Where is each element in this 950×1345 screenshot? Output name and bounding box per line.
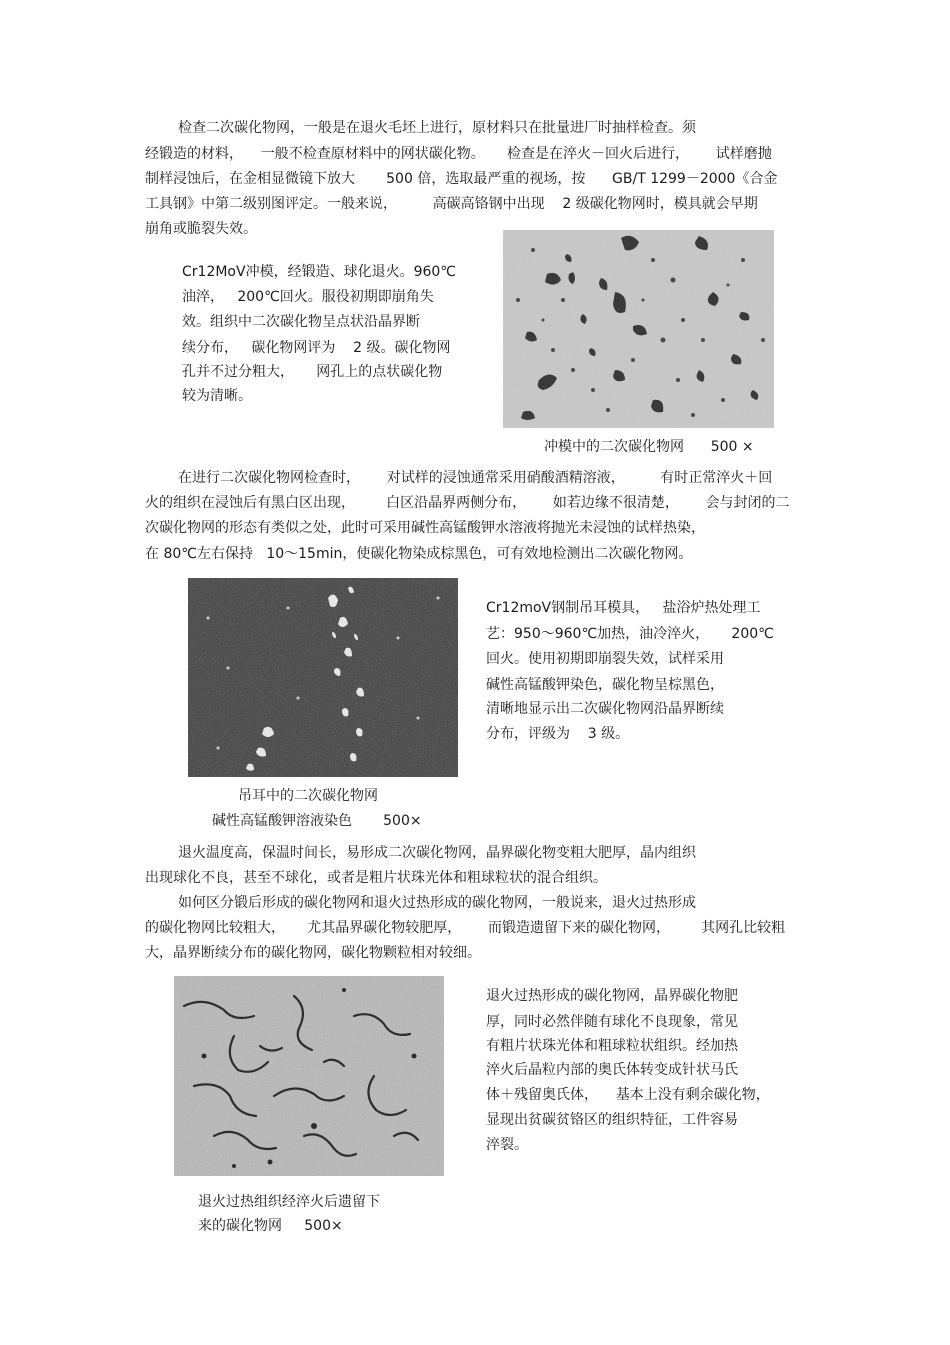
paragraph-line: 在进行二次碳化物网检查时， 对试样的浸蚀通常采用硝酸酒精溶液， 有时正常淬火＋回 (178, 470, 773, 486)
paragraph-line: 崩角或脆裂失效。 (145, 221, 257, 237)
figure-description-line: 体＋残留奥氏体， 基本上没有剩余碳化物， (486, 1087, 770, 1103)
paragraph-line: 的碳化物网比较粗大， 尤其晶界碳化物较肥厚， 而锻造遗留下来的碳化物网， 其网孔比较粗 (145, 920, 786, 936)
figure-description-line: Cr12moV钢制吊耳模具， 盐浴炉热处理工 (486, 600, 761, 616)
micrograph-lifting-lug (188, 578, 458, 777)
paragraph-line: 出现球化不良，甚至不球化，或者是粗片状珠光体和粗球粒状的混合组织。 (145, 870, 607, 886)
figure2-caption-line: 碱性高锰酸钾溶液染色 500× (212, 813, 422, 829)
figure-description-line: 孔并不过分粗大， 网孔上的点状碳化物 (182, 364, 443, 380)
micrograph-overheated-annealing (174, 976, 444, 1176)
paragraph-line: 如何区分锻后形成的碳化物网和退火过热形成的碳化物网，一般说来，退火过热形成 (178, 895, 696, 911)
figure3-caption-line: 退火过热组织经淬火后遗留下 (198, 1194, 380, 1210)
figure-description-line: 退火过热形成的碳化物网，晶界碳化物肥 (486, 988, 738, 1004)
figure3-caption-line: 来的碳化物网 500× (198, 1218, 343, 1234)
figure-description-line: 续分布， 碳化物网评为 2 级。碳化物网 (182, 340, 451, 356)
figure-description-line: 油淬， 200℃回火。服役初期即崩角失 (182, 289, 434, 305)
figure-description-line: 显现出贫碳贫铬区的组织特征，工件容易 (486, 1112, 738, 1128)
paragraph-line: 次碳化物网的形态有类似之处，此时可采用碱性高锰酸钾水溶液将抛光未浸蚀的试样热染， (145, 520, 705, 536)
figure2-caption-line: 吊耳中的二次碳化物网 (238, 788, 378, 804)
figure-description-line: 较为清晰。 (182, 388, 252, 404)
paragraph-line: 大，晶界断续分布的碳化物网，碳化物颗粒相对较细。 (145, 945, 481, 961)
paragraph-line: 经锻造的材料， 一般不检查原材料中的网状碳化物。 检查是在淬火－回火后进行， 试样磨抛 (145, 146, 772, 162)
figure1-caption: 冲模中的二次碳化物网 500 × (544, 439, 754, 455)
paragraph-line: 工具钢》中第二级别图评定。一般来说， 高碳高铬钢中出现 2 级碳化物网时，模具就会早期 (145, 196, 758, 212)
figure-description-line: 分布，评级为 3 级。 (486, 726, 630, 742)
paragraph-line: 火的组织在浸蚀后有黑白区出现， 白区沿晶界两侧分布， 如若边缘不很清楚， 会与封闭的二 (145, 495, 790, 511)
figure-description-line: 有粗片状珠光体和粗球粒状组织。经加热 (486, 1038, 738, 1054)
figure-description-line: 清晰地显示出二次碳化物网沿晶界断续 (486, 701, 724, 717)
micrograph-stamping-die (503, 230, 774, 428)
paragraph-line: 在 80℃左右保持 10～15min，使碳化物染成棕黑色，可有效地检测出二次碳化物网。 (145, 546, 693, 562)
figure-description-line: Cr12MoV冲模，经锻造、球化退火。960℃ (182, 264, 457, 280)
figure-description-line: 回火。使用初期即崩裂失效，试样采用 (486, 651, 724, 667)
figure-description-line: 艺：950～960℃加热，油冷淬火， 200℃ (486, 626, 774, 642)
figure-description-line: 碱性高锰酸钾染色，碳化物呈棕黑色， (486, 677, 724, 693)
paragraph-line: 制样浸蚀后，在金相显微镜下放大 500 倍，选取最严重的视场，按 GB/T 1299－2000《合金 (145, 171, 778, 187)
paragraph-line: 退火温度高，保温时间长，易形成二次碳化物网，晶界碳化物变粗大肥厚，晶内组织 (178, 845, 696, 861)
figure-description-line: 淬火后晶粒内部的奥氏体转变成针状马氏 (486, 1062, 738, 1078)
figure-description-line: 厚，同时必然伴随有球化不良现象，常见 (486, 1014, 738, 1030)
paragraph-line: 检查二次碳化物网，一般是在退火毛坯上进行，原材料只在批量进厂时抽样检查。须 (178, 120, 696, 136)
figure-description-line: 淬裂。 (486, 1137, 528, 1153)
figure-description-line: 效。组织中二次碳化物呈点状沿晶界断 (182, 314, 420, 330)
